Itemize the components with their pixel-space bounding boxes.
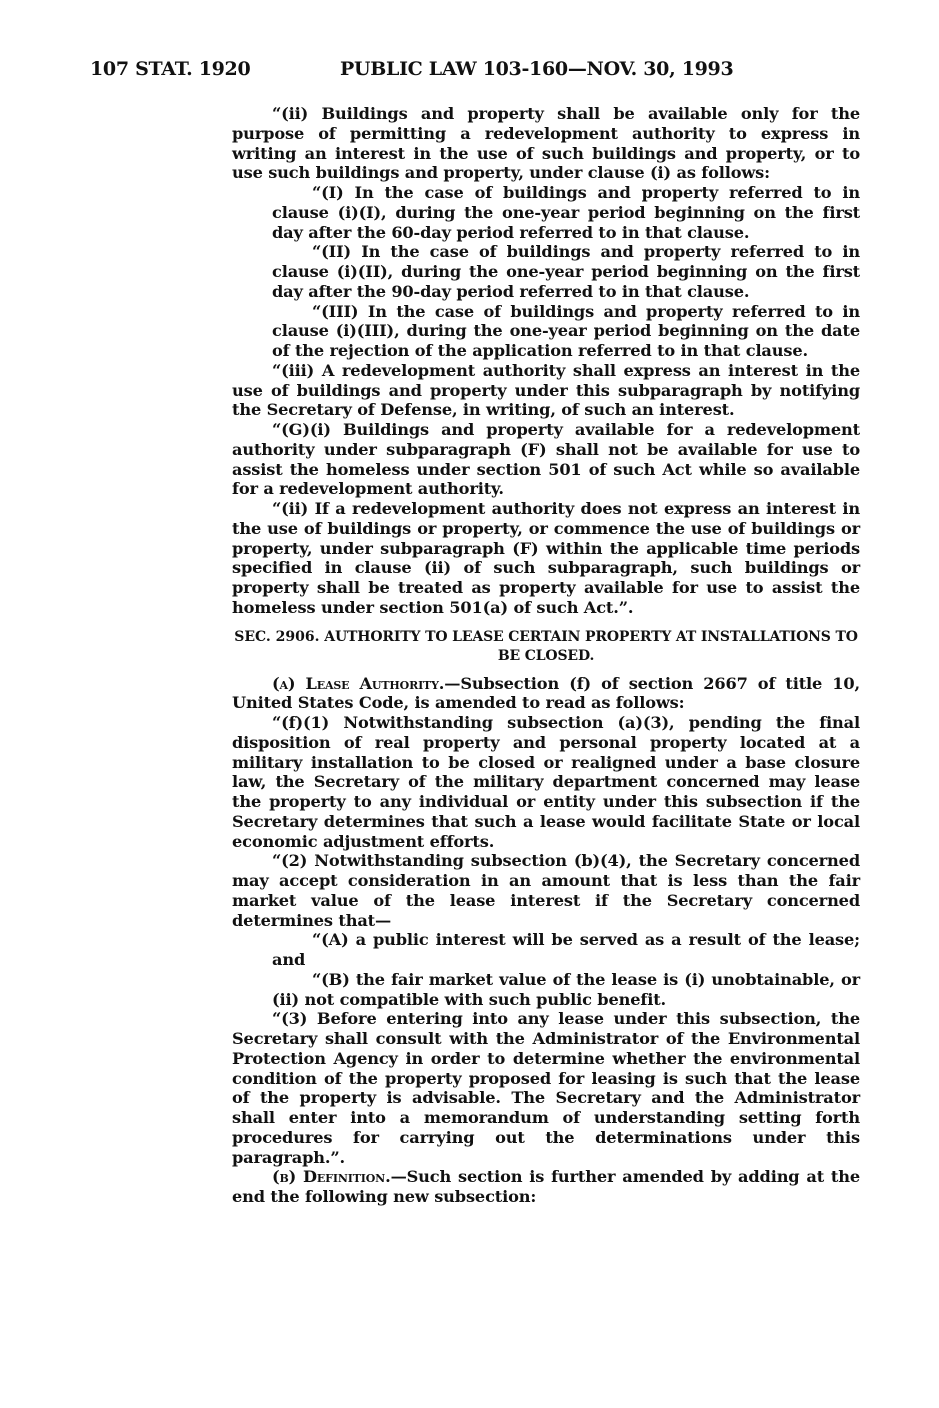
clause-iii: “(iii) A redevelopment authority shall express an interest in the use of buildings and property under this subparagraph by notifying the Secretary of Defense, in writing, of such an interest. — [232, 360, 860, 420]
subparagraph-B: “(B) the fair market value of the lease is (i) unobtainable, or (ii) not compatible with such public benefit. — [272, 969, 860, 1009]
subsection-b-text: —Such section is further amended by adding at the end the following new subsection: — [232, 1167, 860, 1206]
paragraph-f1: “(f)(1) Notwithstanding subsection (a)(3), pending the final disposition of real property and personal property located at a military installation to be closed or realigned under a base closure law, the Secretary of the military department concerned may lease the property to any individual or entity under this subsection if the Secretary determines that such a lease would facilitate State or local economic adjustment efforts. — [232, 713, 860, 851]
paragraph-f2: “(2) Notwithstanding subsection (b)(4), the Secretary concerned may accept consideration in an amount that is less than the fair market value of the lease interest if the Secretary concerned determines that— — [232, 851, 860, 930]
paragraph-f3: “(3) Before entering into any lease under this subsection, the Secretary shall consult with the Administrator of the Environmental Protection Agency in order to determine whether the environmental condition of the property proposed for leasing is such that the lease of the property is advisable. The Secretary and the Administrator shall enter into a memorandum of understanding setting forth procedures for carrying out the determinations under this paragraph.”. — [232, 1009, 860, 1167]
subsection-b-label: (b) Definition. — [272, 1167, 391, 1187]
subclause-I: “(I) In the case of buildings and property referred to in clause (i)(I), during the one-year period beginning on the first day after the 60-day period referred to in that clause. — [272, 183, 860, 242]
page-body — [232, 104, 860, 1207]
stat-citation: 107 STAT. 1920 — [90, 58, 251, 80]
subsection-a-label: (a) Lease Authority. — [272, 673, 445, 693]
subsection-a-text: —Subsection (f) of section 2667 of title 10, United States Code, is amended to read as follows: — [232, 673, 861, 713]
clause-ii-buildings: “(ii) Buildings and property shall be available only for the purpose of permitting a redevelopment authority to express in writing an interest in the use of such buildings and property, or to use such buildings and property, under clause (i) as follows: — [232, 104, 860, 183]
subsection-a-lease-authority — [232, 674, 860, 714]
page-header — [90, 58, 870, 88]
subsection-b-definition — [232, 1167, 860, 1207]
section-title: AUTHORITY TO LEASE CERTAIN PROPERTY AT INSTALLATIONS TO BE CLOSED. — [324, 628, 858, 664]
subclause-III: “(III) In the case of buildings and property referred to in clause (i)(III), during the one-year period beginning on the date of the rejection of the application referred to in that clause. — [272, 301, 860, 360]
subparagraph-A: “(A) a public interest will be served as a result of the lease; and — [272, 930, 860, 969]
subclause-II: “(II) In the case of buildings and property referred to in clause (i)(II), during the one-year period beginning on the first day after the 90-day period referred to in that clause. — [272, 242, 860, 301]
section-heading — [232, 628, 860, 666]
subparagraph-G-ii: “(ii) If a redevelopment authority does not express an interest in the use of buildings or property, or commence the use of buildings or property, under subparagraph (F) within the applicable time periods specified in clause (ii) of such subparagraph, such buildings or property shall be treated as property available for use to assist the homeless under section 501(a) of such Act.”. — [232, 499, 860, 617]
section-number: SEC. 2906. — [234, 628, 320, 645]
subparagraph-G-i: “(G)(i) Buildings and property available for a redevelopment authority under subparagraph (F) shall not be available for use to assist the homeless under section 501 of such Act while so available for a redevelopment authority. — [232, 420, 860, 499]
running-title: PUBLIC LAW 103-160—NOV. 30, 1993 — [340, 58, 734, 80]
